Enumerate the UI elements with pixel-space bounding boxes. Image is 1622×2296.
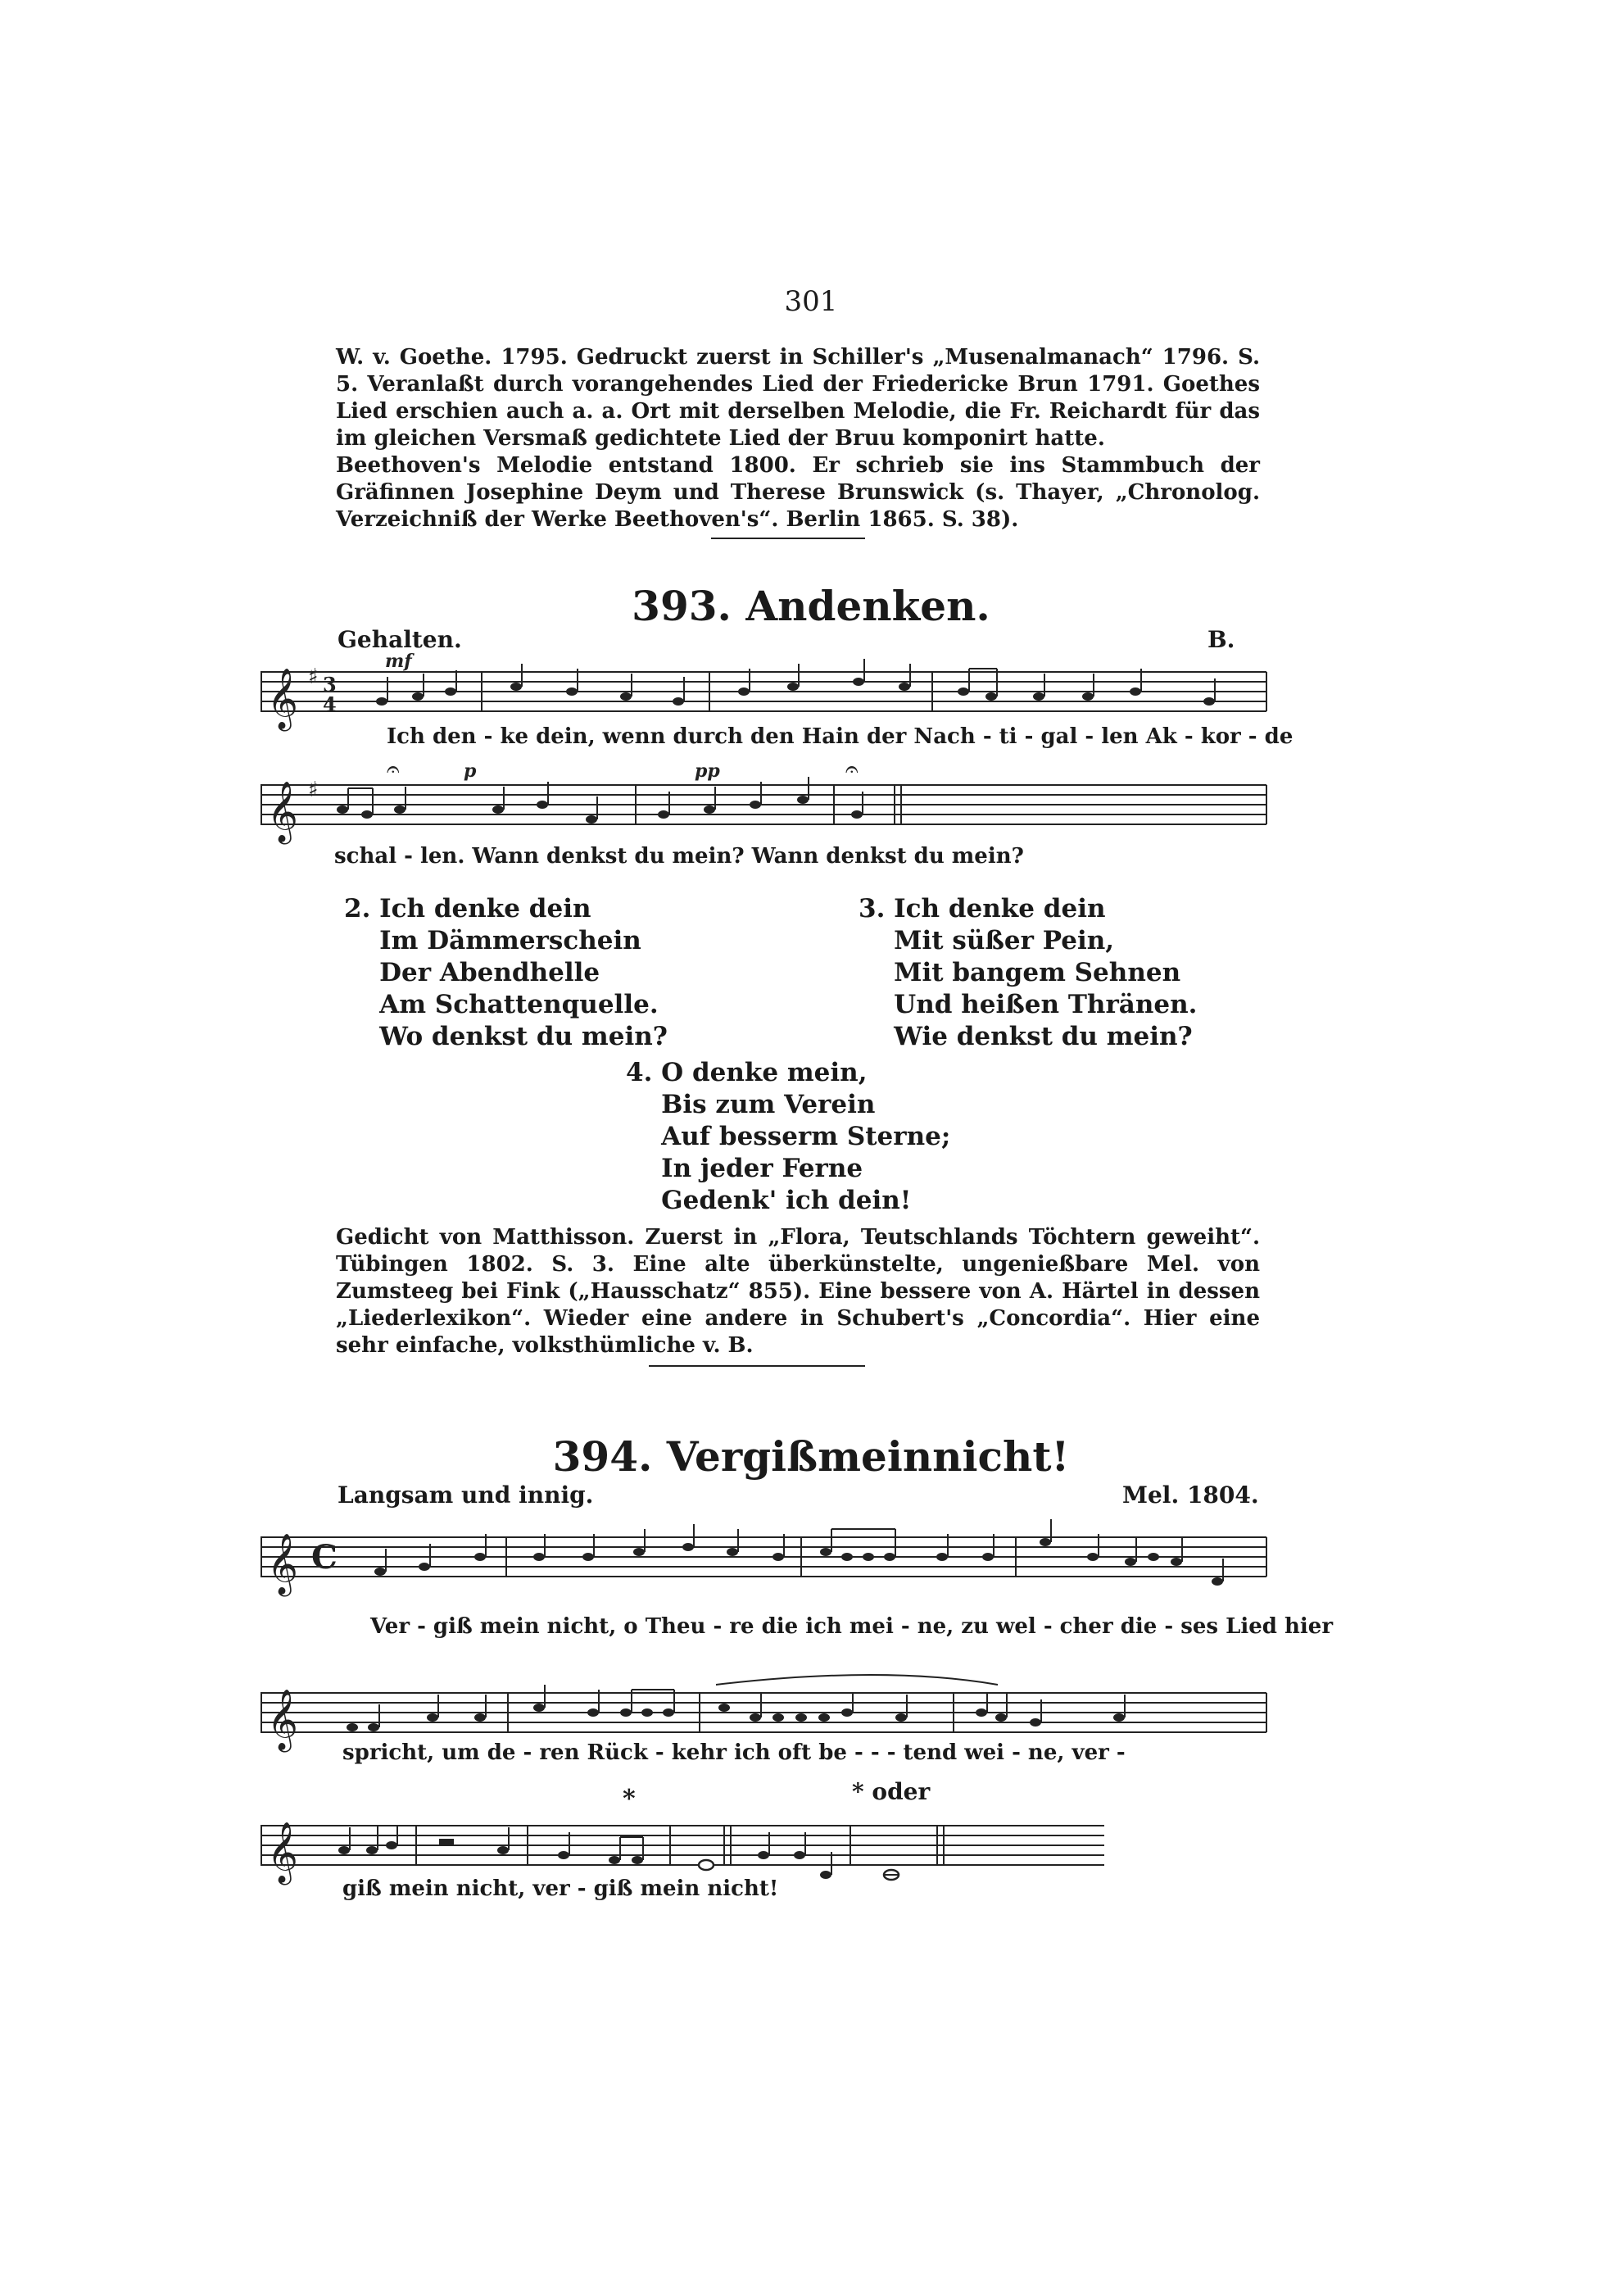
song-393-staff-2 [261, 752, 1268, 842]
fermata-icon: 𝄐 [387, 756, 400, 783]
song-393-lyrics-2: schal - len. Wann denkst du mein? Wann denkst du mein? [334, 844, 1024, 869]
dynamic-pp: pp [695, 760, 720, 782]
song-394-staff-2 [261, 1660, 1268, 1750]
divider-rule [649, 1365, 865, 1367]
song-394-staff-1 [261, 1504, 1268, 1595]
dynamic-p: p [464, 760, 477, 782]
song-394-tempo: Langsam und innig. [338, 1482, 594, 1509]
fermata-icon: 𝄐 [845, 756, 859, 783]
song-393-source-note: Gedicht von Matthisson. Zuerst in „Flora, Teutschlands Töchtern geweiht“. Tübingen 1802. S. 3. Eine alte überkünstelte, ungenießbare Mel. von Zumsteeg bei Fink („Hausschatz“ 855). Eine bessere von A. Härtel in dessen „Liederlexikon“. Wieder eine andere in Schubert's „Concordia“. Hier eine sehr einfache, volksthümliche v. B. [336, 1225, 1260, 1358]
sharp-icon: ♯ [308, 665, 319, 689]
divider-rule [711, 538, 865, 539]
treble-clef-icon: 𝄞 [267, 1534, 298, 1595]
page-number: 301 [784, 285, 838, 318]
song-393-composer: B. [1207, 626, 1235, 653]
song-393-stanza-4: 4. O denke mein, Bis zum Verein Auf besserm Sterne; In jeder Ferne Gedenk' ich dein! [626, 1058, 951, 1215]
sharp-icon: ♯ [308, 778, 319, 802]
common-time-icon: C [311, 1538, 338, 1577]
time-signature-top: 3 [323, 673, 337, 697]
oder-label: * oder [852, 1778, 931, 1805]
treble-clef-icon: 𝄞 [267, 1822, 298, 1883]
song-394-staff-3 [261, 1793, 1162, 1883]
song-394-melody-date: Mel. 1804. [1122, 1482, 1259, 1509]
dynamic-mf: mf [385, 651, 412, 672]
treble-clef-icon: 𝄞 [267, 1690, 298, 1750]
time-signature-bottom: 4 [323, 692, 337, 716]
treble-clef-icon: 𝄞 [267, 782, 298, 842]
intro-paragraph-2: Beethoven's Melodie entstand 1800. Er schrieb sie ins Stammbuch der Gräfinnen Josephine Deym und Therese Brunswick (s. Thayer, „Chronolog. Verzeichniß der Werke Beethoven's“. Berlin 1865. S. 38). [336, 453, 1260, 532]
song-394-lyrics-1: Ver - giß mein nicht, o Theu - re die ich mei - ne, zu wel - cher die - ses Lied hier [370, 1614, 1334, 1639]
song-393-staff-1 [261, 639, 1268, 729]
song-394-title: 394. Vergißmeinnicht! [552, 1432, 1070, 1481]
song-393-tempo: Gehalten. [338, 626, 462, 653]
asterisk-mark: * [623, 1785, 636, 1813]
song-394-lyrics-3: giß mein nicht, ver - giß mein nicht! [342, 1876, 779, 1901]
song-393-lyrics-1: Ich den - ke dein, wenn durch den Hain der Nach - ti - gal - len Ak - kor - de [387, 724, 1294, 749]
song-393-stanza-3: 3. Ich denke dein Mit süßer Pein, Mit bangem Sehnen Und heißen Thränen. Wie denkst du mein? [859, 894, 1198, 1051]
song-393-stanza-2: 2. Ich denke dein Im Dämmerschein Der Abendhelle Am Schattenquelle. Wo denkst du mein? [344, 894, 668, 1051]
song-394-lyrics-2: spricht, um de - ren Rück - kehr ich oft be - - - tend wei - ne, ver - [342, 1740, 1126, 1765]
intro-paragraph-1: W. v. Goethe. 1795. Gedruckt zuerst in Schiller's „Musenalmanach“ 1796. S. 5. Veranlaßt durch vorangehendes Lied der Friedericke Brun 1791. Goethes Lied erschien auch a. a. Ort mit derselben Melodie, die Fr. Reichardt für das im gleichen Versmaß gedichtete Lied der Bruu komponirt hatte. [336, 345, 1260, 451]
song-393-title: 393. Andenken. [632, 582, 990, 630]
treble-clef-icon: 𝄞 [267, 669, 298, 729]
